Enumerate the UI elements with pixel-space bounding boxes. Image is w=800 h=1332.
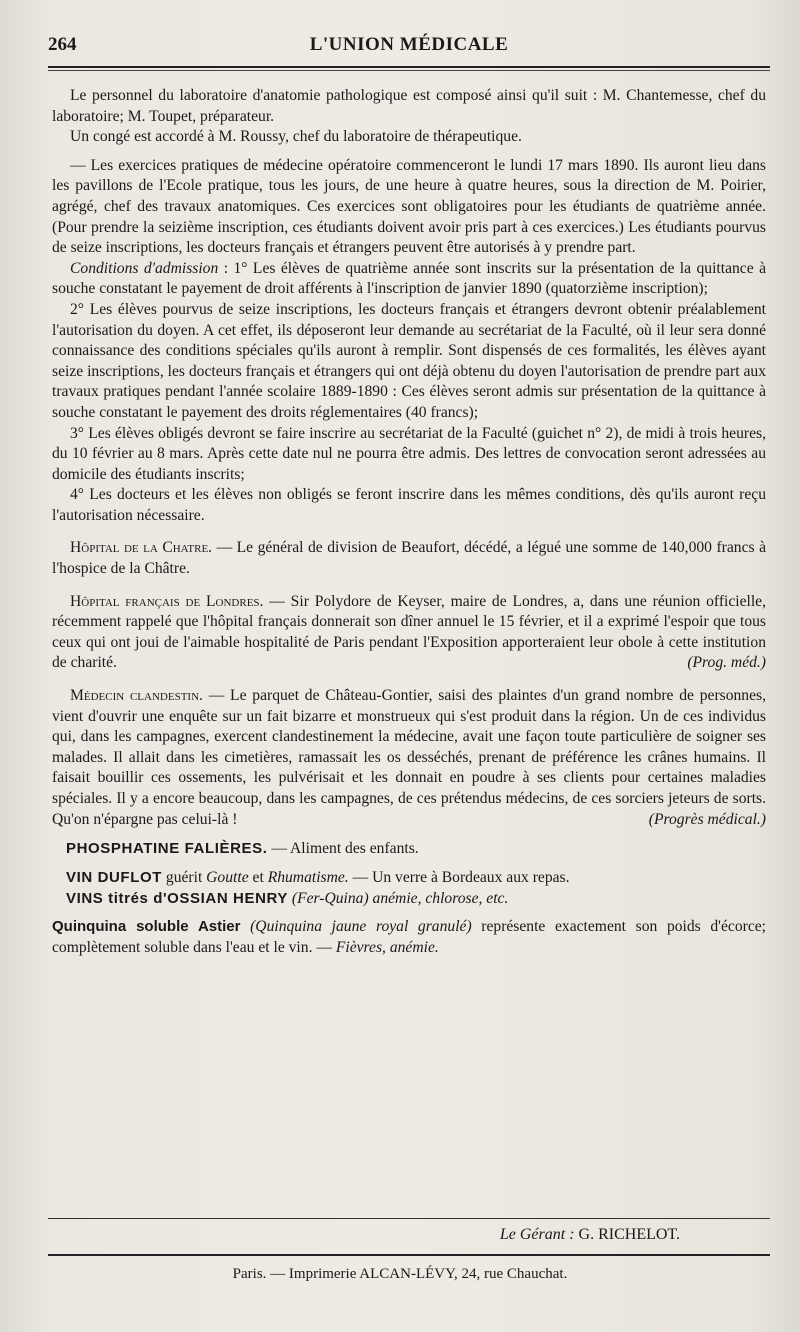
paragraph-conge: Un congé est accordé à M. Roussy, chef du laboratoire de thérapeutique. — [70, 128, 522, 146]
conditions-text: : 1° Les élèves de quatrième année sont inscrits sur la présentation de la quittance à souche constatant le payement de droit afférents à l'inscription de janvier 1890 (quatorzième inscription); — [52, 259, 766, 298]
gerant-name: G. RICHELOT. — [574, 1226, 680, 1243]
paragraph-conditions — [52, 259, 766, 300]
paragraph-condition-4: 4° Les docteurs et les élèves non obligés se feront inscrire dans les mêmes conditions, dès qu'ils auront reçu l'autorisation nécessaire. — [52, 486, 766, 524]
ad-quinquina-italic: (Quinquina jaune royal granulé) — [240, 918, 472, 936]
ad-quinquina — [52, 917, 766, 958]
ad-vin-duflot — [52, 867, 766, 888]
ad-vin-duflot-and: et — [248, 869, 268, 887]
header-rule-thin — [48, 70, 770, 71]
ad-vin-duflot-rhumatisme: Rhumatisme. — [267, 869, 349, 887]
header-rule — [48, 66, 770, 68]
running-title: L'UNION MÉDICALE — [309, 34, 509, 55]
ad-quinquina-text: représente exactement son poids d'écorce; complètement soluble dans l'eau et le vin. — — [52, 918, 766, 956]
conditions-lead: Conditions d'admission — [70, 259, 219, 277]
gerant-label: Le Gérant : — [499, 1226, 575, 1243]
ad-vin-duflot-goutte: Goutte — [206, 869, 249, 887]
source-progres-medical: (Progrès médical.) — [648, 810, 766, 828]
page-header — [48, 34, 770, 64]
ad-quinquina-name: Quinquina soluble Astier — [52, 918, 241, 936]
printer-imprint: Paris. — Imprimerie ALCAN-LÉVY, 24, rue Chauchat. — [232, 1266, 568, 1282]
ad-phosphatine-name: PHOSPHATINE FALIÈRES. — [66, 840, 268, 858]
hopital-londres-lead: Hôpital français de Londres. — [70, 592, 264, 610]
ad-ossian-henry — [52, 888, 766, 909]
gerant-signature — [500, 1226, 680, 1244]
paragraph-hopital-chatre — [52, 538, 766, 579]
paragraph-medecin-clandestin — [52, 686, 766, 830]
hopital-chatre-lead: Hôpital de la Chatre. — [70, 539, 213, 557]
footer-rule — [48, 1218, 770, 1219]
ad-vin-duflot-end: — Un verre à Bordeaux aux repas. — [348, 869, 570, 887]
paragraph-hopital-londres — [52, 592, 766, 674]
ad-vin-duflot-name: VIN DUFLOT — [66, 869, 162, 887]
ad-vin-duflot-text: guérit — [162, 869, 207, 887]
source-prog-med: (Prog. méd.) — [687, 654, 766, 672]
ad-ossian-henry-name: VINS titrés d'OSSIAN HENRY — [66, 890, 288, 908]
medecin-clandestin-lead: Médecin clandestin. — [70, 687, 203, 705]
medecin-clandestin-text: — Le parquet de Château-Gontier, saisi des plaintes d'un grand nombre de personnes, vient d'ouvrir une enquête sur un fait bizarre et monstrueux qui s'est produit dans la région. Un de ces individus qui, dans les campagnes, exercent clandestinement la médecine, avait une façon toute particulière de soigner ses malades. Il allait dans les cimetières, ramassait les os desséchés, prenant de préférence les crânes humains. Il faisait bouillir ces ossements, les pulvérisait et les donnait en poudre à ses clients pour certaines maladies spéciales. Il y a encore beaucoup, dans les campagnes, de ces prétendus médecins, de ces sorciers jeteurs de sorts. Qu'on n'épargne pas celui-là ! — [52, 687, 766, 828]
ad-phosphatine-text: — Aliment des enfants. — [267, 840, 419, 858]
ad-quinquina-end: Fièvres, anémie. — [335, 938, 439, 956]
hopital-londres-text: — Sir Polydore de Keyser, maire de Londres, a, dans une réunion officielle, récemment rappelé que l'hôpital français donnerait son dîner annuel le 15 février, et il a exprimé l'espoir que tous ceux qui ont joui de l'aimable hospitalité de Paris pendant l'Exposition apporteraient leur obole à cette institution de charité. — [52, 592, 767, 672]
ad-phosphatine — [52, 838, 766, 859]
paragraph-laboratory: Le personnel du laboratoire d'anatomie pathologique est composé ainsi qu'il suit : M. Chantemesse, chef du laboratoire; M. Toupet, préparateur. — [52, 87, 766, 125]
paragraph-condition-3: 3° Les élèves obligés devront se faire inscrire au secrétariat de la Faculté (guichet n° 2), de midi à trois heures, du 10 février au 8 mars. Après cette date nul ne pourra être admis. Des lettres de convocation seront adressées au domicile des étudiants inscrits; — [52, 424, 766, 483]
ad-ossian-henry-text: (Fer-Quina) anémie, chlorose, etc. — [287, 890, 509, 908]
page-number: 264 — [48, 34, 77, 55]
paragraph-condition-2: 2° Les élèves pourvus de seize inscriptions, les docteurs français et étrangers devront obtenir préalablement l'autorisation du doyen. A cet effet, ils déposeront leur demande au secrétariat de la Faculté, où il leur sera donné connaissance des conditions spéciales qu'ils auront à remplir. Sont dispensés de ces formalités, les élèves ayant seize inscriptions, les docteurs français et étrangers qui ont déjà obtenu du doyen l'autorisation de prendre part aux travaux pratiques pendant l'année scolaire 1889-1890 : Ces élèves seront admis sur présentation de la quittance à souche constatant le payement des droits réglementaires (40 francs); — [52, 300, 766, 421]
article-body — [52, 86, 766, 958]
paragraph-exercices: — Les exercices pratiques de médecine opératoire commenceront le lundi 17 mars 1890. Ils auront lieu dans les pavillons de l'Ecole pratique, tous les jours, de une heure à quatre heures, sous la direction de M. Poirier, agrégé, chef des travaux anatomiques. Ces exercices sont obligatoires pour les étudiants de quatrième année. (Pour prendre la seizième inscription, ces étudiants doivent avoir pris part à ces exercices.) Les étudiants pourvus de seize inscriptions, les docteurs français et étrangers peuvent être autorisés à y prendre part. — [52, 156, 766, 257]
footer-rule-thick — [48, 1254, 770, 1256]
hopital-chatre-text: — Le général de division de Beaufort, décédé, a légué une somme de 140,000 francs à l'hospice de la Châtre. — [52, 539, 766, 578]
